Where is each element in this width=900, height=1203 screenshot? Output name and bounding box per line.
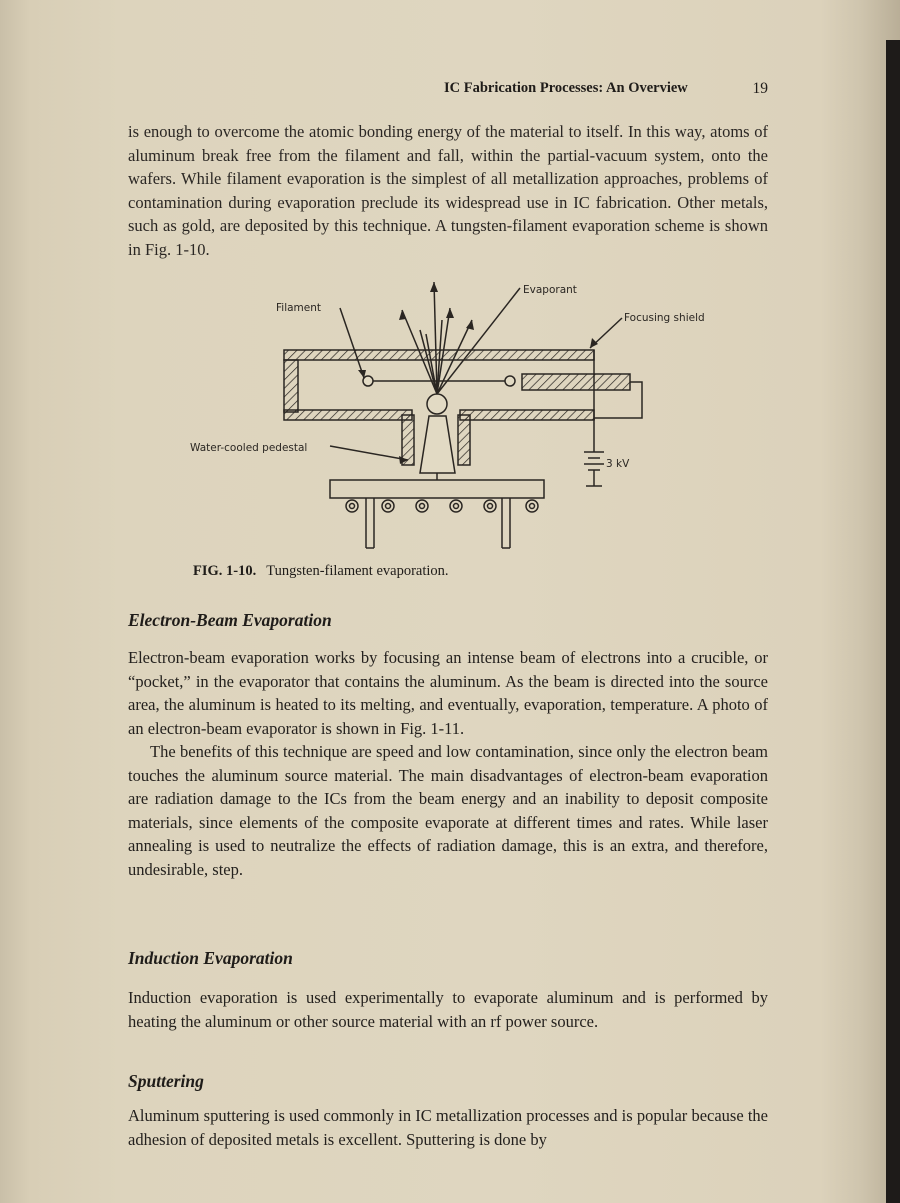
figure-1-10 <box>180 280 705 555</box>
label-filament: Filament <box>276 302 322 314</box>
section-heading-electron-beam: Electron-Beam Evaporation <box>128 610 332 630</box>
filament-source <box>427 394 447 414</box>
paragraph: The benefits of this technique are speed and low contamination, since only the electron beam touches the aluminum source material. The main disadvantages of electron-beam evaporation are radiation damage to the ICs from the beam energy and an inability to deposit composite materials, since elements of the composite evaporate at different times and rates. While laser annealing is used to neutralize the effects of radiation damage, this is an extra, and therefore, undesirable, step. <box>128 742 768 879</box>
figure-caption <box>193 563 449 580</box>
label-evaporant: Evaporant <box>523 284 577 296</box>
section-body-electron-beam <box>128 646 768 881</box>
caption-text: Tungsten-filament evaporation. <box>266 563 449 579</box>
intro-paragraph: is enough to overcome the atomic bonding energy of the material to itself. In this way, atoms of aluminum break free from the filament and fall, within the partial-vacuum system, onto the wafers. While filament evaporation is the simplest of all metallization approaches, problems of contamination during evaporation preclude its widespread use in IC fabrication. Other metals, such as gold, are deposited by this technique. A tungsten-filament evaporation scheme is shown in Fig. 1-10. <box>128 122 768 259</box>
evaporation-diagram <box>180 280 670 555</box>
section-body-sputtering <box>128 1104 768 1151</box>
label-water-cooled-pedestal: Water-cooled pedestal <box>190 442 308 454</box>
neck-left-wall <box>402 415 414 465</box>
neck-right-wall <box>458 415 470 465</box>
chamber-bottom-left <box>284 410 412 420</box>
label-voltage: 3 kV <box>606 458 630 470</box>
section-heading-induction: Induction Evaporation <box>128 948 293 968</box>
section-body-induction <box>128 986 768 1033</box>
chamber-bottom-right <box>460 410 594 420</box>
label-focusing-shield: Focusing shield <box>624 312 705 324</box>
page-number: 19 <box>752 80 768 97</box>
running-header <box>444 80 768 100</box>
paragraph: Aluminum sputtering is used commonly in IC metallization processes and is popular because the adhesion of deposited metals is excellent. Sputtering is done by <box>128 1106 768 1149</box>
pedestal-cone <box>420 416 455 473</box>
running-title: IC Fabrication Processes: An Overview <box>444 80 688 96</box>
section-heading-sputtering: Sputtering <box>128 1071 204 1091</box>
chamber-left-wall <box>284 360 298 412</box>
page-edge-shadow <box>886 40 900 1203</box>
intro-paragraph-block <box>128 120 768 261</box>
paragraph: Induction evaporation is used experimentally to evaporate aluminum and is performed by heating the aluminum or other source material with an rf power source. <box>128 988 768 1031</box>
base-plate <box>330 480 544 498</box>
paragraph: Electron-beam evaporation works by focusing an intense beam of electrons into a crucible, or “pocket,” in the evaporator that contains the aluminum. As the beam is directed into the source area, the aluminum is heated to its melting, and eventually, evaporation, temperature. A photo of an electron-beam evaporator is shown in Fig. 1-11. <box>128 648 768 738</box>
focusing-shield <box>522 374 630 390</box>
caption-number: FIG. 1-10. <box>193 563 257 579</box>
